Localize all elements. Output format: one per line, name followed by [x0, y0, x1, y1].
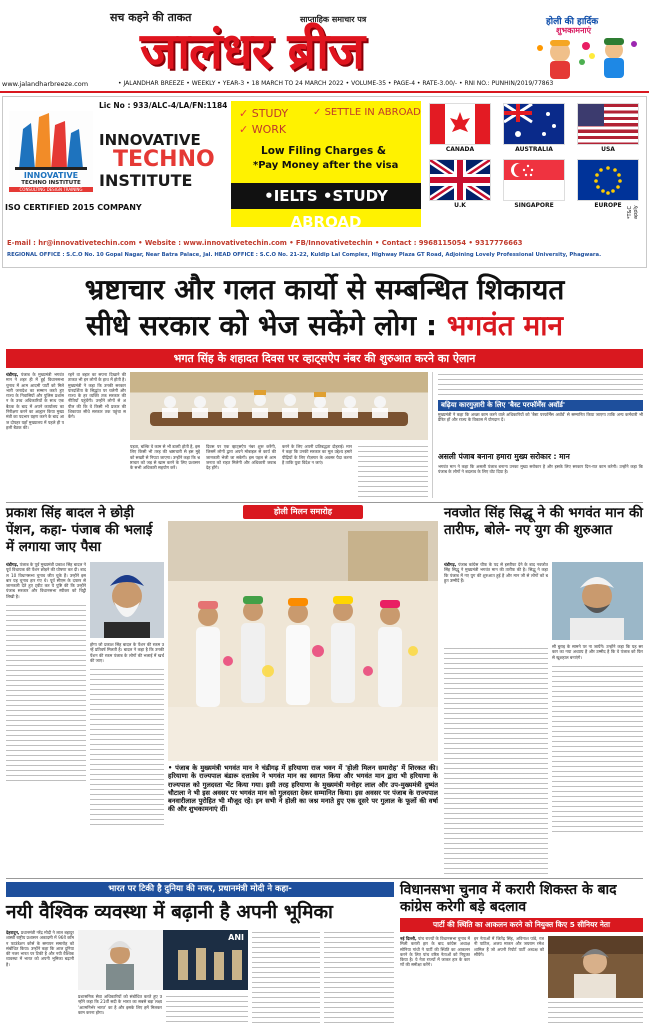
tagline-right: साप्ताहिक समाचार पत्र [300, 15, 367, 24]
europe-flag-icon [577, 159, 639, 201]
meeting-scene-icon [130, 372, 428, 440]
side-body-1: मुख्यमंत्री ने कहा कि अच्छा काम करने वाले अधिकारियों को 'बैस्ट परफॉर्मेंस अवॉर्ड' से सम्मानित किया जाएगा ताकि अन्य कर्मचारी भी प्रेरित हों और राज्य के विकास में योगदान दें। [438, 412, 643, 423]
modi-dateline: देहरादून, [6, 930, 20, 935]
lead-headline-1: भ्रष्टाचार और गलत कार्यो से सम्बन्धित शिकायत [84, 273, 565, 306]
sidhu-column-2 [552, 644, 643, 874]
badal-body-2: होगा जो प्रकाश सिंह बादल के पेंशन की रकम उन्हें प्रतिवर्ष मिलती है। बादल ने कहा है कि उनकी पेंशन की रकम पंजाब के लोगों की भलाई में खर्च की जाए। [90, 642, 164, 663]
holi-banner-title: होली मिलन समारोह [243, 505, 363, 519]
modi-column-5 [324, 930, 394, 1024]
congress-dateline: नई दिल्ली, [400, 936, 417, 941]
section-divider [6, 878, 643, 879]
side-box [432, 372, 643, 498]
usa-flag-icon [577, 103, 639, 145]
tagline-left: सच कहने की ताकत [110, 11, 192, 24]
side-body-2: भगवंत मान ने कहा कि असली पंजाब बनाना उनका मुख्य सरोकार है और इसके लिए सरकार दिन-रात काम करेगी। उन्होंने कहा कि पंजाब के लोगों ने बदलाव के लिए वोट दिया है। [438, 464, 643, 475]
ad-name-3: INSTITUTE [99, 171, 193, 190]
badal-body: पंजाब के पूर्व मुख्यमंत्री प्रकाश सिंह बादल ने पूर्व विधायक की पेंशन छोड़ने की घोषणा कर दी। बादल 10 विधानसभा चुनाव जीत चुके हैं। उन्होंने इस बार यह चुनाव हार गए थे। पूर्व सीएम के दफ्तर से जानकारी देते हुए ट्वीट कर ये पुष्टि की कि उन्होंने पंजाब सरकार और विधानसभा स्पीकर को चिट्ठी लिखी है। [6, 562, 86, 599]
holi-photo [168, 521, 438, 761]
speech-scene-icon [78, 930, 248, 990]
lead-column-1 [6, 372, 64, 500]
ad-office-line: REGIONAL OFFICE : S.C.O No. 10 Gopal Nagar, Near Batra Palace, Jal. HEAD OFFICE : S.C.O No. 21-22, Kuldip Lal Complex, Highway Plaza GT Road, Adjoining Lovely Professional University, Phagwara. [7, 252, 602, 258]
ad-work: ✓ WORK [239, 123, 287, 136]
meeting-photo [130, 372, 428, 440]
newspaper-title: जालंधर ब्रीज [140, 22, 365, 80]
badal-column-1 [6, 562, 86, 874]
ad-tc-note: *T&C apply [627, 205, 639, 219]
building-logo-icon [9, 111, 93, 171]
modi-column-1 [6, 930, 74, 1024]
sidhu-column-1-more [444, 646, 548, 874]
ad-email-line: E-mail : hr@innovativetechin.com • Website : www.innovativetechin.com • FB/Innovativetechin • Contact : 9968115054 • 9317776663 [7, 239, 523, 247]
ad-license: Lic No : 933/ALC-4/LA/FN:1184 [99, 101, 228, 110]
ad-offer-box [231, 101, 421, 231]
lead-body-4: दिवस पर एक व्हाट्सऐप नंबर शुरू करेंगी, जिसमें लोगों द्वारा अपने मोबाइल से कार्य की जानकारी भेजी जा सकेगी। इस पहल से आम जनता को राहत मिलेगी और अधिकारी जवाबदेह होंगे। [206, 444, 276, 471]
modi-body: प्रधानमंत्री नरेंद्र मोदी ने लाल बहादुर शास्त्री राष्ट्रीय प्रशासन अकादमी में 96वें कॉमन फाउंडेशन कोर्स के समापन समारोह को संबोधित किया। उन्होंने कहा कि आज दुनिया की नजर भारत पर टिकी है और नयी वैश्विक व्यवस्था में भारत को अपनी भूमिका बढ़ानी है। [6, 930, 74, 967]
ad-logo [9, 111, 93, 195]
holi-caption: • पंजाब के मुख्यमंत्री भगवंत मान ने चंडीगढ़ में हरियाणा राज भवन में 'होली मिलन समारोह' में शिरकत की। हरियाणा के राज्यपाल बंडारू दत्तात्रेय ने भगवंत मान का स्वागत किया और भगवंत मान द्वारा भी हरियाणा के राज्यपाल को गुलदस्ता भेंट किया गया। इसी तरह हरियाणा के मुख्यमंत्री मनोहर लाल और उप-मुख्यमंत्री दुष्यंत चौटाला ने भी इस अवसर पर भगवंत मान को गुलदस्ता देकर सम्मानित किया। इस अवसर पर पंजाब के राज्यपाल बनवारीलाल पुरोहित भी मौजूद रहे। इन सभी ने होली का जश्न मनाते हुए एक दूसरे पर गुलाल के फूलों की वर्षा की और शुभकामनाएं दीं। [168, 764, 438, 814]
canada-flag-icon [429, 103, 491, 145]
ad-pay-after: *Pay Money after the visa [253, 160, 399, 171]
holi-greeting-line2: शुभकामनाएं [556, 26, 591, 35]
badal-dateline: चंडीगढ़, [6, 562, 19, 567]
modi-body-2: प्रशासनिक सेवा अधिकारियों को संबोधित करते हुए उन्होंने कहा कि 21वीं सदी के भारत का सबसे बड़ा लक्ष्य 'आत्मनिर्भर भारत' का है और इसके लिए हमें मिलकर काम करना होगा। [78, 994, 162, 1015]
lead-headline-2b: भगवंत मान [446, 309, 564, 342]
lead-column-5b [282, 444, 352, 500]
sidhu-column-1 [444, 562, 548, 644]
modi-column-3 [166, 994, 248, 1024]
masthead-divider [0, 91, 649, 93]
ad-name-2: TECHNO [113, 147, 215, 172]
side-heading-1: बढ़िया कारगुज़ारी के लिए 'बैस्ट परफॉर्मेंस अवॉर्ड' [438, 400, 643, 411]
congress-subhead: पार्टी की स्थिति का आकलन करने को नियुक्त किए 5 सीनियर नेता [433, 920, 610, 929]
uk-flag-icon [429, 159, 491, 201]
portrait-icon [548, 936, 643, 998]
lead-headline-2a: सीधे सरकार को भेज सकेंगे लोग : [85, 309, 447, 342]
ad-logo-sub: TECHNO INSTITUTE [21, 180, 81, 186]
modi-column-2 [78, 994, 162, 1024]
lead-column-3 [130, 444, 200, 500]
sidhu-dateline: चंडीगढ़, [444, 562, 457, 567]
congress-column-3 [548, 1000, 643, 1024]
ad-flags [427, 101, 643, 237]
sidhu-headline: नवजोत सिंह सिद्धू ने की भगवंत मान की तारीफ, बोले- नए युग की शुरुआत [444, 505, 643, 538]
lead-column-6-text [358, 444, 428, 500]
congress-column-1 [400, 936, 470, 1024]
modi-column-4 [252, 930, 320, 1024]
holi-celebration-scene-icon [168, 521, 438, 761]
holi-greeting-line1: होली की हार्दिक [546, 17, 599, 27]
side-intro-text [438, 372, 643, 398]
lead-subhead: भगत सिंह के शहादत दिवस पर व्हाट्सऐप नंबर की शुरुआत करने का ऐलान [173, 352, 476, 365]
lead-body-5: करने के लिए अपनी प्रतिबद्धता दोहराई। मान ने कहा कि उनकी सरकार का मूल उद्देश्य हमारे पीढ़ियों के लिए रोज़गार के अवसर पैदा करना है ताकि युवा विदेश न जाएं। [282, 444, 352, 465]
section-divider [6, 502, 643, 503]
badal-headline: प्रकाश सिंह बादल ने छोड़ी पेंशन, कहा- पंजाब की भलाई में लगाया जाए पैसा [6, 505, 153, 555]
lead-column-4 [206, 444, 276, 500]
modi-kicker-bar [6, 882, 394, 897]
ad-low-fee: Low Filing Charges & [261, 145, 387, 157]
lead-body-1: पंजाब के मुख्यमंत्री भगवंत मान ने शहर ही में हुई विधानसभा चुनाव में आम आदमी पार्टी को मिले भारी जनादेश का सम्मान करते हुए राज्य के निवासियों और पुलिस प्रशासन के उच्च अधिकारियों के साथ एक बैठक के बाद में अपने कार्यालय का निरीक्षण करने का आह्वान किया मुख्यमंत्री का पदभार ग्रहण करने के बाद आज दोपहर यहाँ मुख्यालय में पहले ही पहली बैठक की। [6, 372, 64, 430]
modi-photo [78, 930, 248, 990]
sidhu-body: पंजाब कांग्रेस चीफ के पद से इस्तीफा देने के बाद नवजोत सिंह सिद्धू ने मुख्यमंत्री भगवंत मान की तारीफ की है। सिद्धू ने कहा कि पंजाब में नए युग की शुरुआत हुई है और मान जी से लोगों को बहुत उम्मीदें हैं। [444, 562, 548, 583]
modi-headline: नयी वैश्विक व्यवस्था में बढ़ानी है अपनी भूमिका [6, 901, 333, 923]
ad-ielts-banner: •IELTS •STUDY ABROAD [231, 183, 421, 209]
sonia-photo [548, 936, 643, 998]
lead-body-2: रहने वा बहार का सपना दिखाने की ताकत भी इन लोगों के हाथ में होती है। मुख्यमंत्री ने कहा कि उनकी सरकार पारदर्शिता के सिद्धांत पर चलेगी और राज्य के हर व्यक्ति तक सरकार की नीतियाँ पहुंचेंगी। उन्होंने लोगों से अपील की कि वे किसी भी प्रकार की शिकायत सीधे सरकार तक पहुंचा सकेंगे। [68, 372, 126, 420]
country-label: EUROPE [594, 202, 622, 209]
singapore-flag-icon [503, 159, 565, 201]
sidhu-body-2: सी बुराइ के सामने पर ना जायेंगे। उन्होंने कहा कि यह सरकार का नया अध्याय है और उम्मीद है कि वे पंजाब को फिर से खुशहाल बनाएंगे। [552, 644, 643, 660]
country-label: CANADA [445, 146, 475, 153]
masthead [0, 0, 649, 98]
badal-column-2 [90, 642, 164, 874]
lead-dateline: चंडीगढ़, [6, 372, 19, 377]
website-label[interactable]: www.jalandharbreeze.com [2, 80, 89, 88]
portrait-icon [90, 562, 164, 638]
holi-illustration [534, 12, 642, 78]
badal-photo [90, 562, 164, 638]
ad-settle: ✓ SETTLE IN ABROAD [313, 107, 421, 118]
country-label: U.K [454, 202, 466, 209]
ad-logo-tags: CONSULTING DESIGN TRAINING [9, 187, 93, 192]
holi-banner [168, 505, 438, 519]
congress-body-2: इन नेताओं में जितेंद्र सिंह, अविनाश पांडे, रजनी पाटिल, अजय माकन और जयराम रमेश शामिल हैं जो अपनी रिपोर्ट पार्टी अध्यक्ष को सौंपेंगे। [474, 936, 544, 957]
congress-subhead-bar [400, 918, 643, 932]
congress-body: पांच राज्यों के विधानसभा चुनाव में मिली करारी हार के बाद कांग्रेस अध्यक्ष सोनिया गांधी ने पार्टी की स्थिति का आकलन करने के लिए पांच वरिष्ठ नेताओं को नियुक्त किया है। ये नेता राज्यों में जाकर हार के कारणों की समीक्षा करेंगे। [400, 936, 470, 968]
country-label: SINGAPORE [514, 202, 554, 209]
ad-iso: ISO CERTIFIED 2015 COMPANY [5, 203, 142, 212]
sidhu-photo [552, 562, 643, 640]
country-label: AUSTRALIA [515, 146, 553, 153]
advertisement [2, 96, 647, 268]
australia-flag-icon [503, 103, 565, 145]
modi-kicker: भारत पर टिकी है दुनिया की नजर, प्रधानमंत्री मोदी ने कहा- [108, 884, 292, 894]
lead-headline-2 [6, 308, 643, 344]
ad-logo-name: INNOVATIVE [23, 171, 79, 180]
ani-photo-tag: ANI [228, 933, 244, 942]
ad-name-1: INNOVATIVE [99, 131, 201, 149]
lead-body-3: पड़ता, बल्कि वे काम से भी डाल्टी होती है, इसलिए किसी भी तरह की भ्रष्टाचारी से इस मुद्दे को सख्ती से निपटा जाएगा। उन्होंने कहा कि भ्रष्टाचार को जड़ से खत्म करने के लिए प्रशासन के सभी अधिकारी सहयोग करें। [130, 444, 200, 471]
country-label: USA [601, 146, 615, 153]
congress-headline: विधानसभा चुनाव में करारी शिकस्त के बाद कांग्रेस करेगी बड़े बदलाव [400, 882, 617, 915]
congress-column-2 [474, 936, 544, 1024]
portrait-icon [552, 562, 643, 640]
lead-subhead-bar [6, 349, 643, 368]
ad-study: ✓ STUDY [239, 107, 289, 120]
side-heading-2: असली पंजाब बनाना हमारा मुख्य सरोकार : मान [438, 452, 570, 461]
holi-characters-icon [534, 36, 642, 80]
lead-column-2 [68, 372, 126, 500]
issue-info-line: • JALANDHAR BREEZE • WEEKLY • YEAR-3 • 18 MARCH TO 24 MARCH 2022 • VOLUME-35 • PAGE-4 • RATE-3.00/- • RNI NO.: PUNHIN/2019/77863 [118, 80, 554, 87]
